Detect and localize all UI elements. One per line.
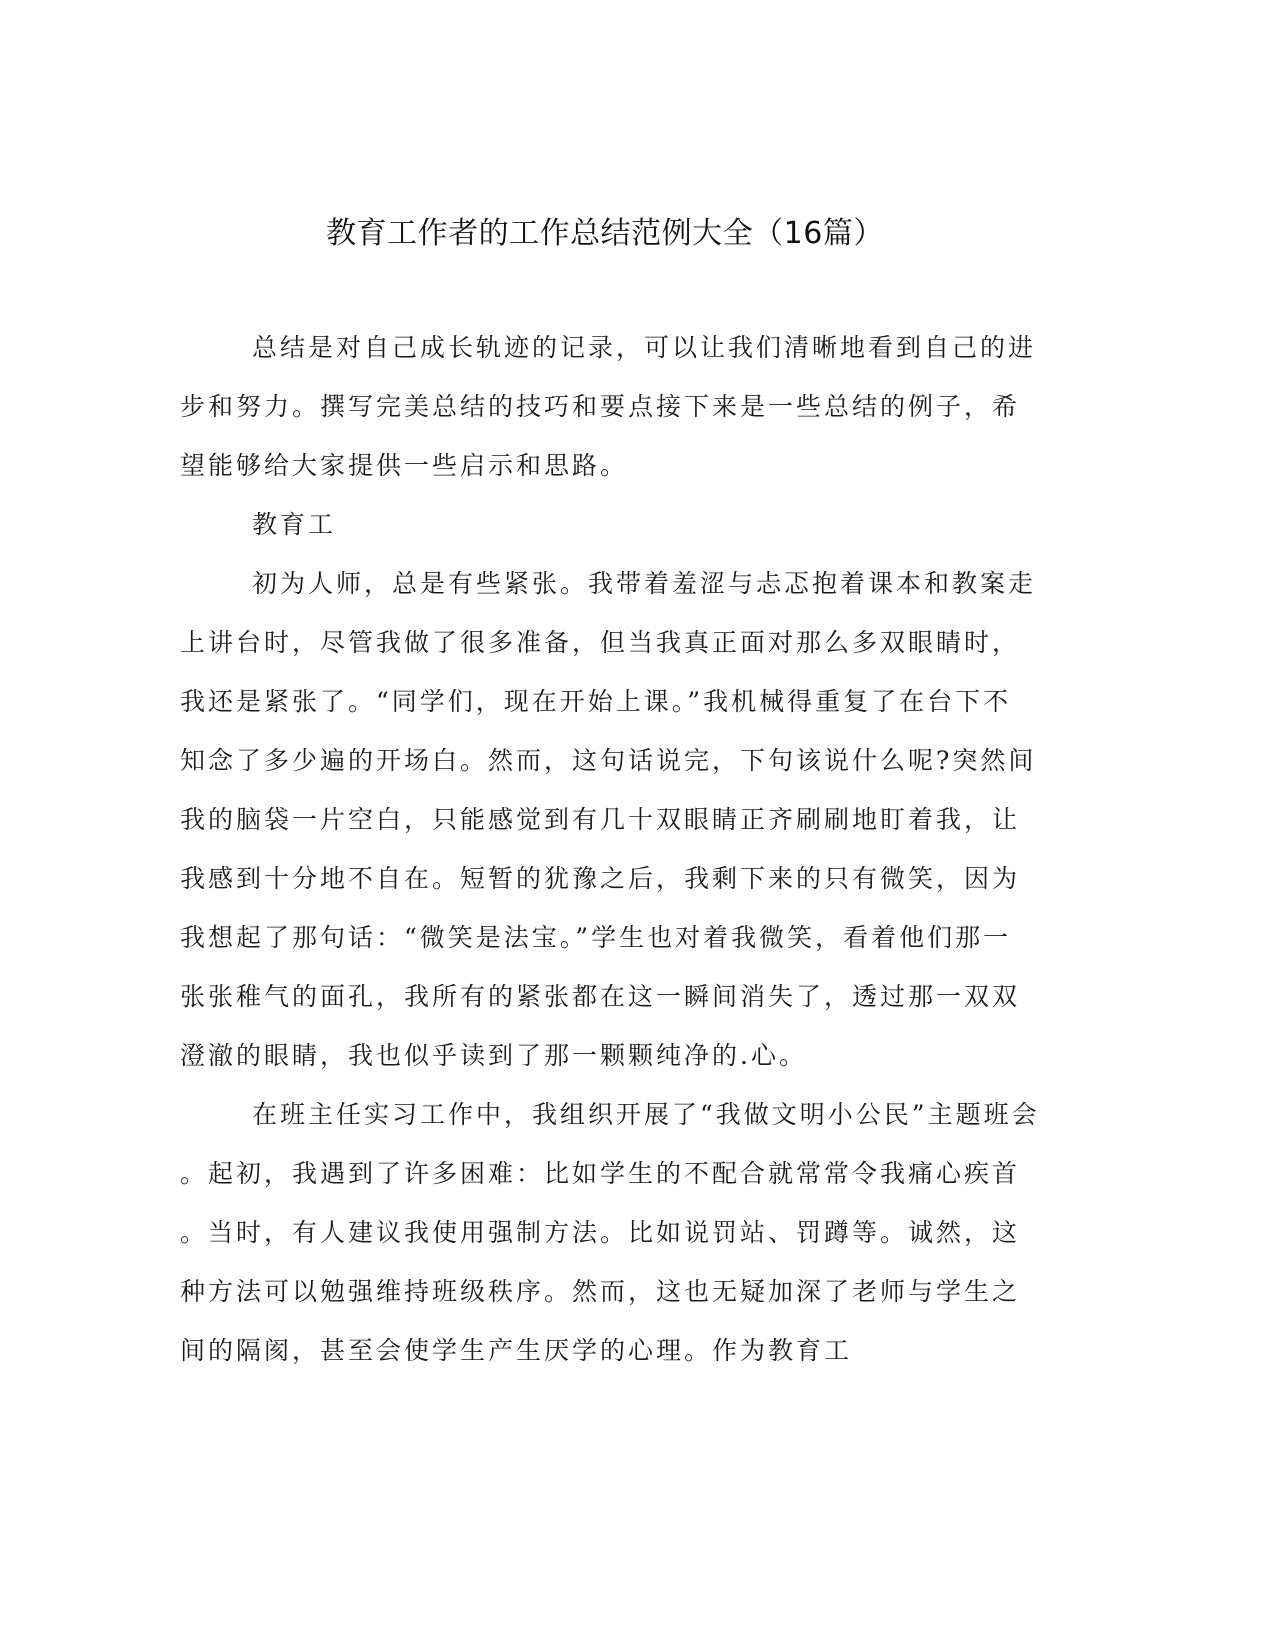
body-line: 澄澈的眼睛，我也似乎读到了那一颗颗纯净的.心。 [180, 1041, 807, 1070]
body-line: 我想起了那句话：“微笑是法宝。”学生也对着我微笑，看着他们那一 [180, 923, 1012, 952]
body-line: 上讲台时，尽管我做了很多准备，但当我真正面对那么多双眼睛时， [180, 628, 1021, 657]
body-line: 步和努力。撰写完美总结的技巧和要点接下来是一些总结的例子，希 [180, 392, 1021, 421]
document-body [180, 318, 1040, 1380]
body-line: 。起初，我遇到了许多困难：比如学生的不配合就常常令我痛心疾首 [180, 1159, 1021, 1188]
body-line: 总结是对自己成长轨迹的记录，可以让我们清晰地看到自己的进 [252, 333, 1037, 362]
body-line: 我感到十分地不自在。短暂的犹豫之后，我剩下来的只有微笑，因为 [180, 864, 1021, 893]
body-line: 教育工 [252, 510, 337, 539]
body-line: 我还是紧张了。“同学们，现在开始上课。”我机械得重复了在台下不 [180, 687, 1012, 716]
body-line: 种方法可以勉强维持班级秩序。然而，这也无疑加深了老师与学生之 [180, 1277, 1021, 1306]
body-line: 知念了多少遍的开场白。然而，这句话说完，下句该说什么呢?突然间 [180, 746, 1037, 775]
body-line: 我的脑袋一片空白，只能感觉到有几十双眼睛正齐刷刷地盯着我，让 [180, 805, 1021, 834]
body-line: 初为人师，总是有些紧张。我带着羞涩与忐忑抱着课本和教案走 [252, 569, 1037, 598]
body-line: 张张稚气的面孔，我所有的紧张都在这一瞬间消失了，透过那一双双 [180, 982, 1021, 1011]
document-title: 教育工作者的工作总结范例大全（16篇） [326, 216, 884, 251]
body-line: 望能够给大家提供一些启示和思路。 [180, 451, 629, 480]
body-line: 间的隔阂，甚至会使学生产生厌学的心理。作为教育工 [180, 1336, 853, 1365]
body-line: 在班主任实习工作中，我组织开展了“我做文明小公民”主题班会 [252, 1100, 1040, 1129]
body-line: 。当时，有人建议我使用强制方法。比如说罚站、罚蹲等。诚然，这 [180, 1218, 1021, 1247]
